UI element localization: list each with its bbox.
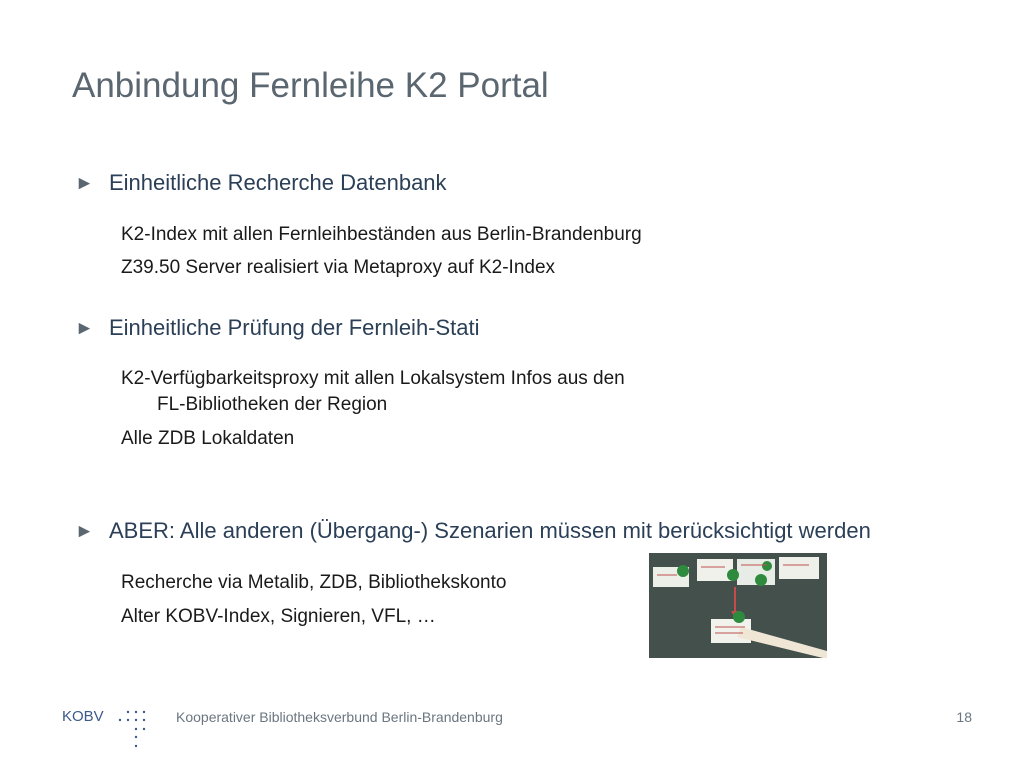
bullet-arrow-icon: ► [75,318,94,339]
sub-item-continuation: FL-Bibliotheken der Region [157,394,388,415]
sub-item-multiline [121,366,625,418]
bullet-arrow-icon: ► [75,173,94,194]
sub-item-line: K2-Verfügbarkeitsproxy mit allen Lokalsystem Infos aus den [121,368,625,389]
sub-item: Alter KOBV-Index, Signieren, VFL, … [121,606,436,627]
kobv-logo: KOBV [62,708,104,725]
bullet-heading-text: ABER: Alle anderen (Übergang-) Szenarien müssen mit berücksichtigt werden [109,518,871,543]
kobv-dots-icon [116,707,156,755]
page-number: 18 [956,709,972,725]
bullet-heading-pruefung [75,315,480,341]
bullet-heading-text: Einheitliche Recherche Datenbank [109,170,447,195]
slide-title: Anbindung Fernleihe K2 Portal [72,66,549,105]
sub-item: Alle ZDB Lokaldaten [121,428,295,449]
bullet-heading-aber [75,518,871,544]
footer-organization: Kooperativer Bibliotheksverbund Berlin-Brandenburg [176,709,503,725]
sub-item: Recherche via Metalib, ZDB, Bibliothekskonto [121,572,507,593]
sub-item: Z39.50 Server realisiert via Metaproxy auf K2-Index [121,257,556,278]
bullet-heading-recherche [75,170,447,196]
bullet-arrow-icon: ► [75,521,94,542]
sub-item: K2-Index mit allen Fernleihbeständen aus Berlin-Brandenburg [121,224,642,245]
bullet-heading-text: Einheitliche Prüfung der Fernleih-Stati [109,315,480,340]
whiteboard-photo-icon [649,553,827,658]
whiteboard-photo [649,553,827,658]
